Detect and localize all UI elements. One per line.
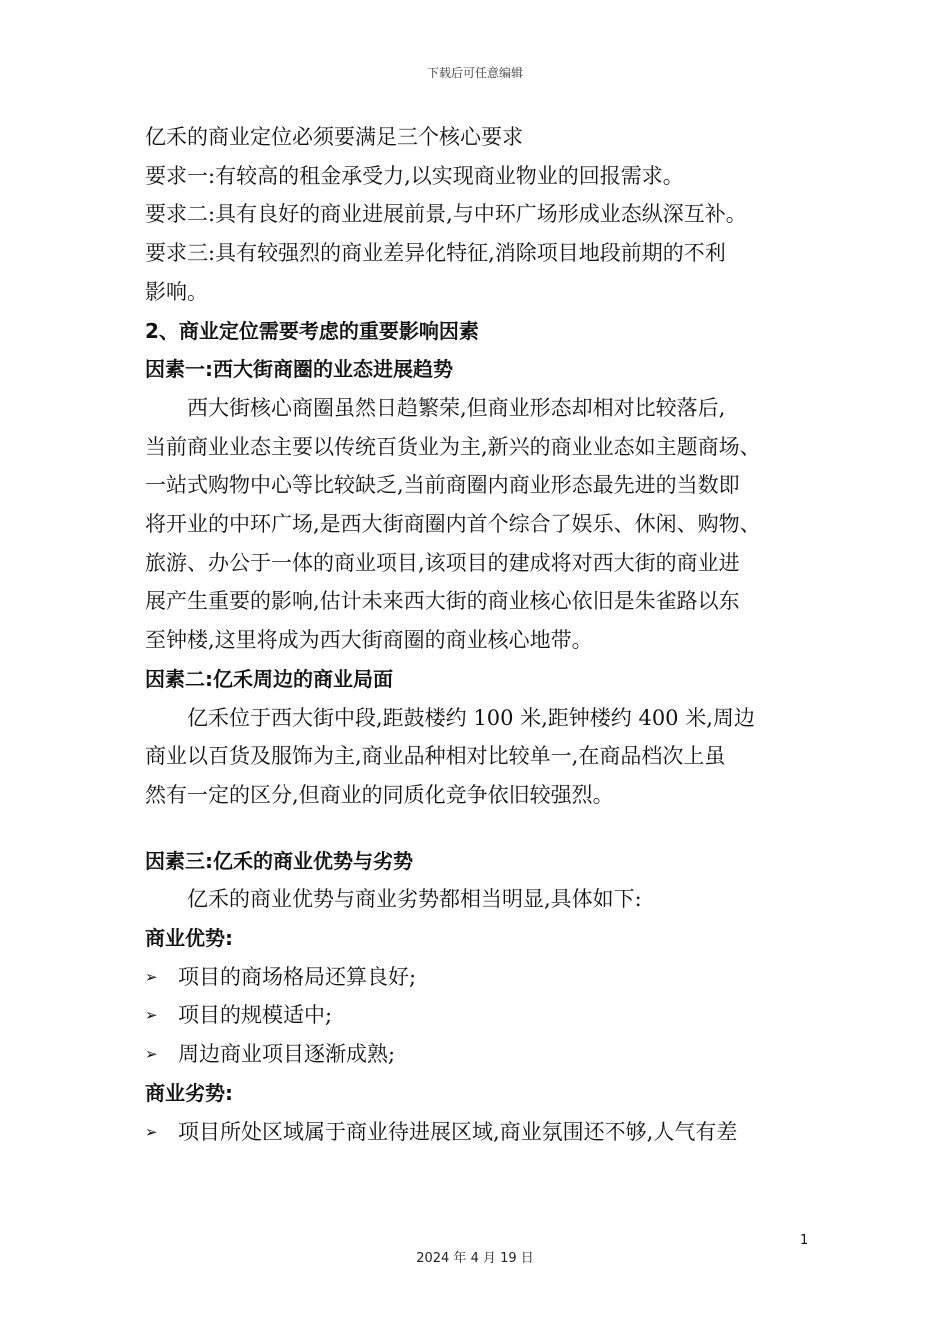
disadvantage-heading: 商业劣势: [145, 1080, 233, 1105]
arrow-bullet-icon: ➢ [145, 1122, 158, 1141]
factor-1-line: 展产生重要的影响,估计未来西大街的商业核心依旧是朱雀路以东 [145, 589, 740, 614]
factor-2-line: 然有一定的区分,但商业的同质化竞争依旧较强烈。 [145, 782, 614, 807]
list-item-text: 项目的商场格局还算良好; [178, 964, 417, 989]
spacer [145, 815, 820, 842]
list-item-text: 周边商业项目逐渐成熟; [178, 1042, 396, 1067]
paragraph: 亿禾的商业定位必须要满足三个核心要求 [145, 125, 523, 149]
list-item [145, 996, 820, 1035]
factor-1-line: 当前商业业态主要以传统百货业为主,新兴的商业业态如主题商场、 [145, 434, 761, 459]
requirement-3-cont: 影响。 [145, 279, 208, 304]
factor-1-line: 旅游、办公于一体的商业项目,该项目的建成将对西大街的商业进 [145, 550, 740, 575]
list-item [145, 1113, 820, 1152]
factor-1-line: 西大街核心商圈虽然日趋繁荣,但商业形态却相对比较落后, [187, 395, 726, 420]
factor-1-line: 至钟楼,这里将成为西大街商圈的商业核心地带。 [145, 628, 593, 653]
list-item [145, 1035, 820, 1074]
list-item-text: 项目的规模适中; [178, 1003, 333, 1028]
factor-2-line: 亿禾位于西大街中段,距鼓楼约 100 米,距钟楼约 400 米,周边 [187, 705, 755, 730]
advantage-heading: 商业优势: [145, 926, 233, 951]
factor-3-heading: 因素三:亿禾的商业优势与劣势 [145, 848, 413, 873]
factor-1-line: 将开业的中环广场,是西大街商圈内首个综合了娱乐、休闲、购物、 [145, 512, 761, 537]
section-heading: 2、商业定位需要考虑的重要影响因素 [145, 318, 479, 343]
factor-3-intro: 亿禾的商业优势与商业劣势都相当明显,具体如下: [187, 887, 642, 912]
document-body [145, 118, 820, 1151]
arrow-bullet-icon: ➢ [145, 967, 158, 986]
list-item-text: 项目所处区域属于商业待进展区域,商业氛围还不够,人气有差 [178, 1119, 738, 1144]
factor-1-line: 一站式购物中心等比较缺乏,当前商圈内商业形态最先进的当数即 [145, 473, 740, 498]
footer-date: 2024 年 4 月 19 日 [416, 1251, 534, 1266]
factor-1-heading: 因素一:西大街商圈的业态进展趋势 [145, 357, 453, 382]
arrow-bullet-icon: ➢ [145, 1045, 158, 1064]
factor-2-heading: 因素二:亿禾周边的商业局面 [145, 666, 393, 691]
arrow-bullet-icon: ➢ [145, 1006, 158, 1025]
factor-2-line: 商业以百货及服饰为主,商业品种相对比较单一,在商品档次上虽 [145, 744, 726, 769]
requirement-2: 要求二:具有良好的商业进展前景,与中环广场形成业态纵深互补。 [145, 202, 747, 227]
list-item [145, 958, 820, 997]
page-number: 1 [800, 1233, 809, 1248]
requirement-3: 要求三:具有较强烈的商业差异化特征,消除项目地段前期的不利 [145, 241, 726, 266]
requirement-1: 要求一:有较高的租金承受力,以实现商业物业的回报需求。 [145, 163, 684, 188]
page-header: 下载后可任意编辑 [426, 66, 523, 80]
